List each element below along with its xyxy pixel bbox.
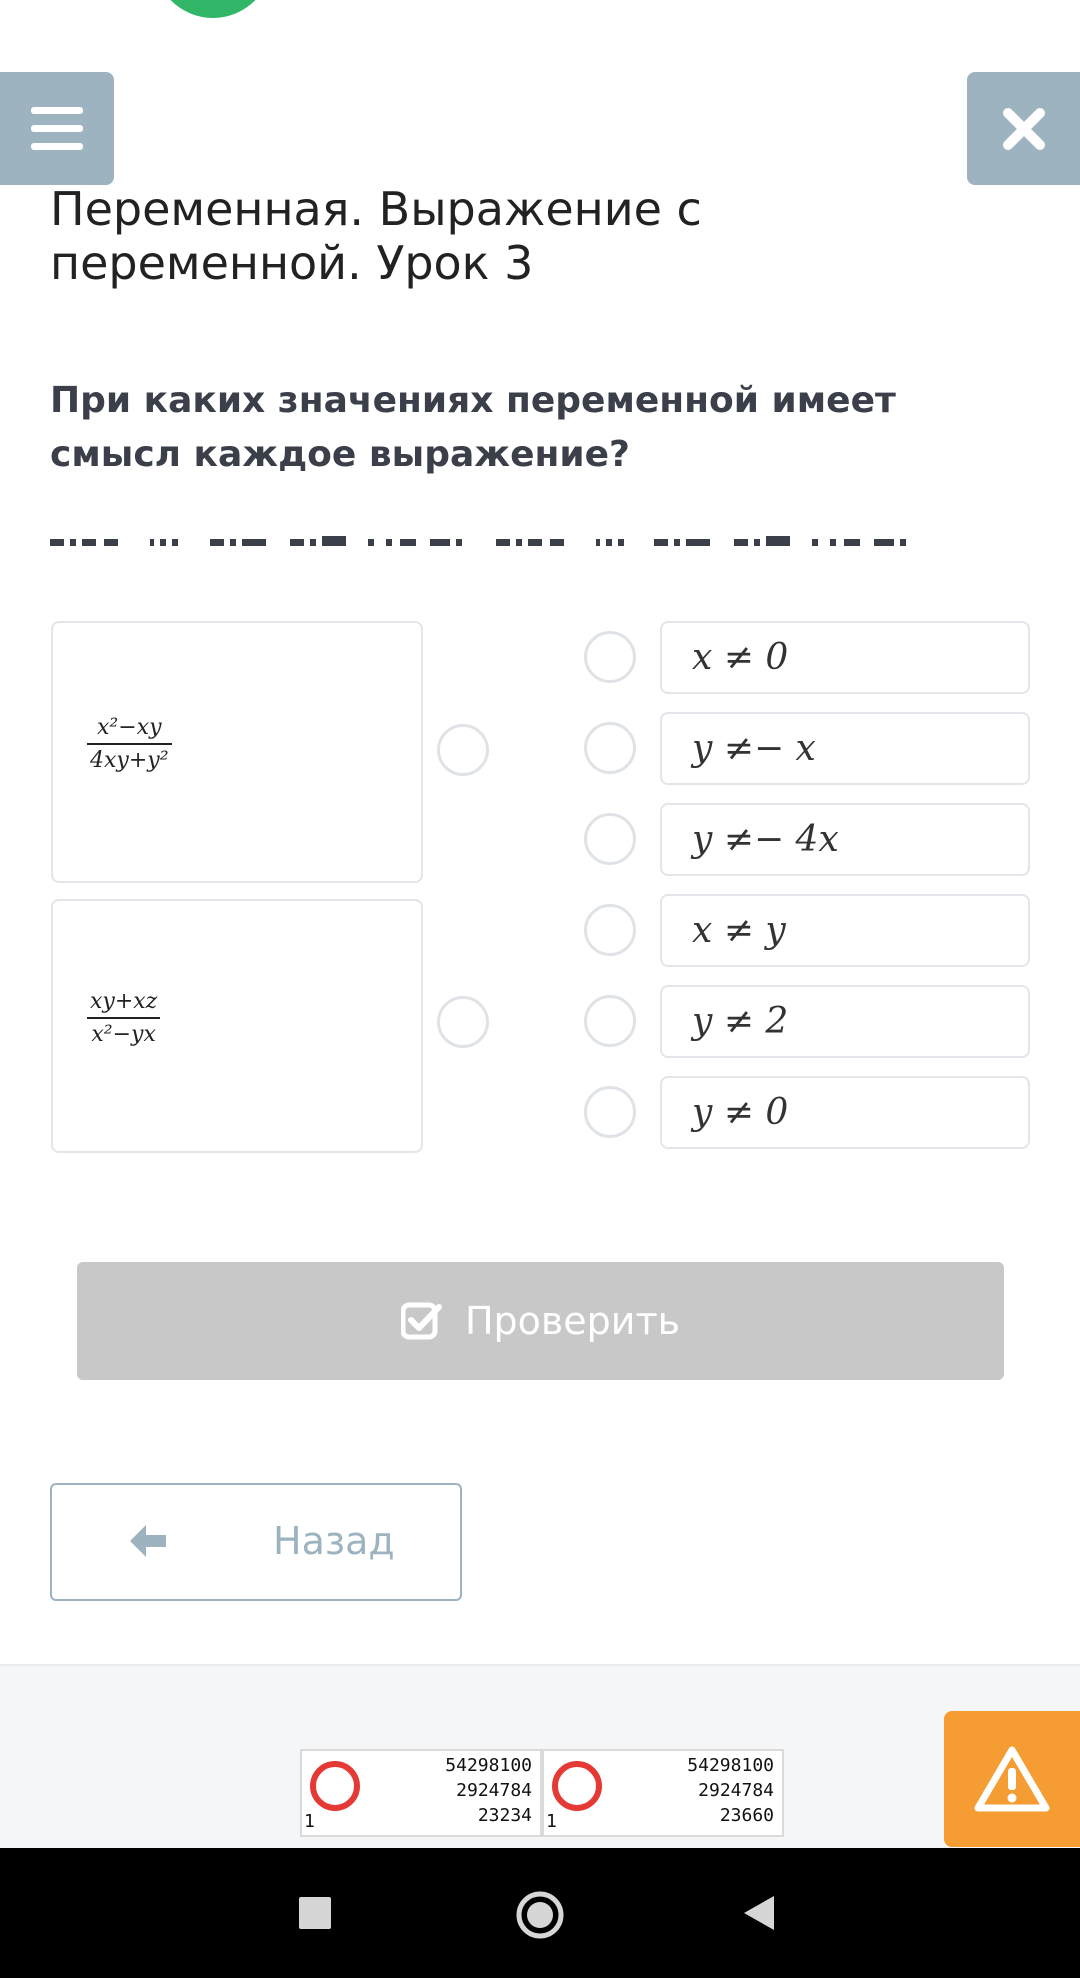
recents-square-icon[interactable] bbox=[298, 1896, 332, 1930]
checkbox-check-icon bbox=[401, 1301, 443, 1341]
warning-icon bbox=[974, 1746, 1050, 1812]
ticket-1-line2: 2924784 bbox=[456, 1780, 532, 1801]
option-2-radio[interactable] bbox=[584, 722, 636, 774]
close-button[interactable] bbox=[967, 72, 1080, 185]
expression-1-numerator: x²−xy bbox=[97, 715, 162, 740]
lesson-title-line1: Переменная. Выражение с bbox=[50, 182, 702, 236]
question-line1: При каких значениях переменной имеет bbox=[50, 380, 896, 421]
answer-placeholder-dashes bbox=[50, 536, 1030, 548]
red-ring-icon bbox=[552, 1761, 602, 1811]
expression-2-numerator: xy+xz bbox=[90, 989, 158, 1014]
question-line2: смысл каждое выражение? bbox=[50, 434, 630, 475]
fraction-bar bbox=[87, 1017, 160, 1019]
option-4-label: x ≠ y bbox=[692, 910, 786, 951]
fraction-bar bbox=[87, 743, 172, 745]
option-6-radio[interactable] bbox=[584, 1086, 636, 1138]
expression-card-2[interactable] bbox=[51, 899, 423, 1153]
ticket-1-number: 1 bbox=[304, 1811, 315, 1832]
lesson-title-line2: переменной. Урок 3 bbox=[50, 236, 534, 290]
option-2-box[interactable] bbox=[660, 712, 1030, 785]
expression-2-denominator: x²−yx bbox=[91, 1022, 156, 1047]
option-1-box[interactable] bbox=[660, 621, 1030, 694]
option-6-label: y ≠ 0 bbox=[692, 1092, 789, 1133]
check-button-label: Проверить bbox=[464, 1299, 681, 1343]
ticket-2-line2: 2924784 bbox=[698, 1780, 774, 1801]
app-logo bbox=[154, 0, 272, 18]
option-4-box[interactable] bbox=[660, 894, 1030, 967]
menu-button[interactable] bbox=[0, 72, 114, 185]
check-button[interactable] bbox=[77, 1262, 1004, 1380]
ticket-2-number: 1 bbox=[546, 1811, 557, 1832]
back-button[interactable] bbox=[50, 1483, 462, 1601]
report-problem-button[interactable] bbox=[944, 1711, 1080, 1847]
expression-1-radio[interactable] bbox=[437, 724, 489, 776]
close-icon bbox=[1002, 107, 1046, 151]
expression-fraction-1 bbox=[87, 715, 172, 773]
option-2-label: y ≠− x bbox=[692, 728, 816, 769]
arrow-left-icon bbox=[126, 1521, 170, 1561]
option-3-radio[interactable] bbox=[584, 813, 636, 865]
ticket-2-line3: 23660 bbox=[719, 1805, 774, 1826]
expression-card-1[interactable] bbox=[51, 621, 423, 883]
ticket-2-line1: 54298100 bbox=[687, 1755, 774, 1776]
option-5-label: y ≠ 2 bbox=[692, 1001, 789, 1042]
system-navigation-bar bbox=[0, 1848, 1080, 1978]
watermark-ticket-2 bbox=[542, 1749, 784, 1837]
ticket-1-line1: 54298100 bbox=[445, 1755, 532, 1776]
question-text bbox=[50, 374, 1010, 482]
expression-fraction-2 bbox=[87, 989, 160, 1047]
hamburger-icon bbox=[31, 107, 83, 151]
option-3-box[interactable] bbox=[660, 803, 1030, 876]
red-ring-icon bbox=[310, 1761, 360, 1811]
option-4-radio[interactable] bbox=[584, 904, 636, 956]
home-circle-icon[interactable] bbox=[515, 1890, 565, 1940]
option-1-radio[interactable] bbox=[584, 631, 636, 683]
option-6-box[interactable] bbox=[660, 1076, 1030, 1149]
option-1-label: x ≠ 0 bbox=[692, 637, 789, 678]
ticket-1-line3: 23234 bbox=[477, 1805, 532, 1826]
back-button-label: Назад bbox=[273, 1519, 395, 1563]
option-5-radio[interactable] bbox=[584, 995, 636, 1047]
back-triangle-icon[interactable] bbox=[742, 1894, 776, 1932]
watermark-ticket-1 bbox=[300, 1749, 542, 1837]
option-5-box[interactable] bbox=[660, 985, 1030, 1058]
expression-2-radio[interactable] bbox=[437, 996, 489, 1048]
expression-1-denominator: 4xy+y² bbox=[90, 748, 169, 773]
lesson-title bbox=[50, 182, 950, 290]
option-3-label: y ≠− 4x bbox=[692, 819, 839, 860]
